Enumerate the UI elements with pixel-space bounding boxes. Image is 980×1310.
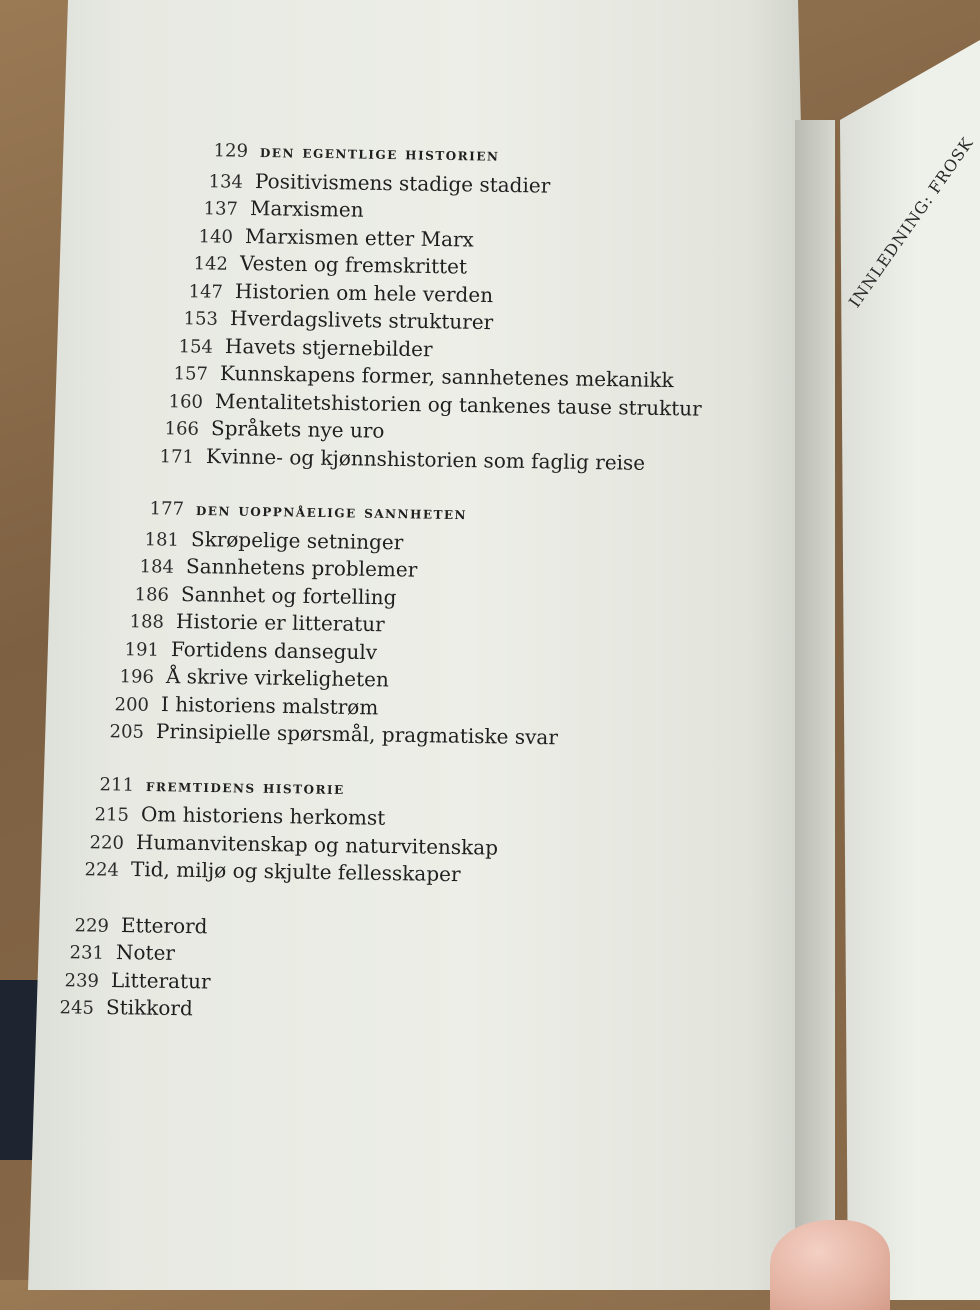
- toc-entry: [143, 443, 645, 475]
- toc-entry: [104, 663, 389, 691]
- toc-entry-title: Marxismen: [249, 195, 364, 222]
- toc-section-heading: [133, 498, 466, 524]
- toc-entry: [54, 939, 175, 965]
- toc-page-number: 184: [139, 556, 174, 578]
- toc-page-number: 129: [213, 140, 249, 162]
- toc-entry: [158, 360, 674, 392]
- toc-heading-title: fremtidens historie: [145, 775, 345, 799]
- toc-entry: [59, 912, 208, 938]
- toc-entry-title: Hverdagslivets strukturer: [230, 305, 494, 335]
- toc-page-number: 191: [124, 638, 159, 661]
- toc-entry: [94, 718, 558, 749]
- toc-entry-title: Skrøpelige setninger: [190, 526, 404, 554]
- toc-entry: [148, 415, 384, 443]
- toc-heading-title: den egentlige historien: [259, 141, 500, 166]
- toc-page-number: 224: [84, 859, 120, 881]
- toc-page-number: 220: [89, 831, 125, 854]
- toc-entry-title: Havets stjernebilder: [225, 333, 434, 361]
- toc-entry-title: Vesten og fremskrittet: [239, 250, 468, 279]
- toc-page-number: 134: [208, 170, 244, 193]
- toc-entry: [168, 305, 494, 334]
- toc-entry: [178, 250, 467, 279]
- toc-entry-title: Sannhet og fortelling: [180, 581, 397, 609]
- toc-entry: [163, 333, 433, 361]
- toc-entry-title: Noter: [115, 939, 176, 965]
- toc-page-number: 160: [168, 390, 204, 413]
- toc-entry-title: Fortidens dansegulv: [170, 636, 377, 664]
- toc-section-heading: [84, 774, 345, 799]
- toc-entry: [119, 581, 397, 609]
- toc-entry-title: Litteratur: [111, 967, 211, 994]
- toc-page-number: 137: [203, 198, 239, 220]
- toc-page-number: 188: [129, 611, 164, 633]
- toc-page-number: 231: [69, 942, 105, 964]
- toc-entry-title: Positivismens stadige stadier: [254, 168, 551, 198]
- toc-page-number: 186: [134, 583, 169, 606]
- toc-entry: [173, 278, 493, 307]
- toc-entry: [49, 967, 211, 994]
- toc-page-number: 154: [178, 335, 214, 358]
- toc-page-number: 200: [114, 693, 150, 716]
- toc-page-number: 153: [183, 308, 219, 330]
- toc-entry-title: Kunnskapens former, sannhetenes mekanikk: [220, 360, 675, 393]
- toc-entry-title: Språkets nye uro: [210, 415, 385, 443]
- toc-page-number: 166: [163, 418, 199, 440]
- toc-entry-title: Å skrive virkeligheten: [165, 663, 389, 692]
- toc-page-number: 171: [158, 445, 194, 468]
- toc-page-number: 211: [99, 773, 135, 796]
- toc-entry: [153, 388, 702, 421]
- toc-entry: [128, 526, 403, 554]
- toc-entry: [114, 608, 385, 636]
- toc-entry-title: Marxismen etter Marx: [244, 223, 475, 252]
- toc-entry: [44, 994, 193, 1020]
- toc-entry: [74, 829, 498, 860]
- toc-entry-title: Tid, miljø og skjulte fellesskaper: [130, 856, 461, 887]
- toc-page-number: 177: [149, 498, 184, 520]
- toc-entry-title: Historien om hele verden: [235, 278, 494, 307]
- toc-page-number: 229: [74, 914, 110, 937]
- toc-page-number: 215: [94, 804, 130, 826]
- toc-page-number: 157: [173, 363, 209, 385]
- toc-heading-title: den uoppnåelige sannheten: [195, 499, 467, 525]
- toc-entry-title: Humanvitenskap og naturvitenskap: [135, 829, 499, 860]
- toc-entry: [109, 636, 377, 664]
- toc-page-number: 142: [193, 253, 229, 275]
- toc-entry-title: Sannhetens problemer: [185, 553, 418, 582]
- running-head: INNLEDNING: FROSK: [845, 133, 978, 311]
- toc-entry-title: Etterord: [120, 912, 208, 938]
- toc-entry: [99, 691, 379, 719]
- toc-entry-title: Om historiens herkomst: [140, 801, 386, 830]
- toc-page-number: 196: [119, 666, 154, 688]
- toc-section-heading: [198, 140, 500, 166]
- toc-page-number: 205: [109, 721, 145, 743]
- toc-entry-title: Kvinne- og kjønnshistorien som faglig reise: [205, 443, 645, 475]
- toc-entry: [183, 223, 474, 252]
- toc-entry-title: Historie er litteratur: [175, 608, 385, 637]
- toc-entry-title: Mentalitetshistorien og tankenes tause struktur: [215, 388, 703, 421]
- toc-page-number: 181: [144, 528, 179, 551]
- toc-entry-title: Prinsipielle spørsmål, pragmatiske svar: [155, 718, 559, 750]
- toc-entry: [188, 195, 364, 222]
- toc-page-number: 140: [198, 225, 234, 248]
- toc-page-number: 239: [64, 969, 100, 992]
- toc-entry: [123, 553, 417, 582]
- toc-entry-title: Stikkord: [106, 994, 194, 1021]
- toc-entry: [193, 168, 551, 198]
- toc-entry: [69, 856, 461, 886]
- toc-entry-title: I historiens malstrøm: [160, 691, 379, 719]
- toc-page-number: 147: [188, 280, 224, 303]
- toc-page-number: 245: [59, 997, 95, 1019]
- toc-entry: [79, 801, 386, 830]
